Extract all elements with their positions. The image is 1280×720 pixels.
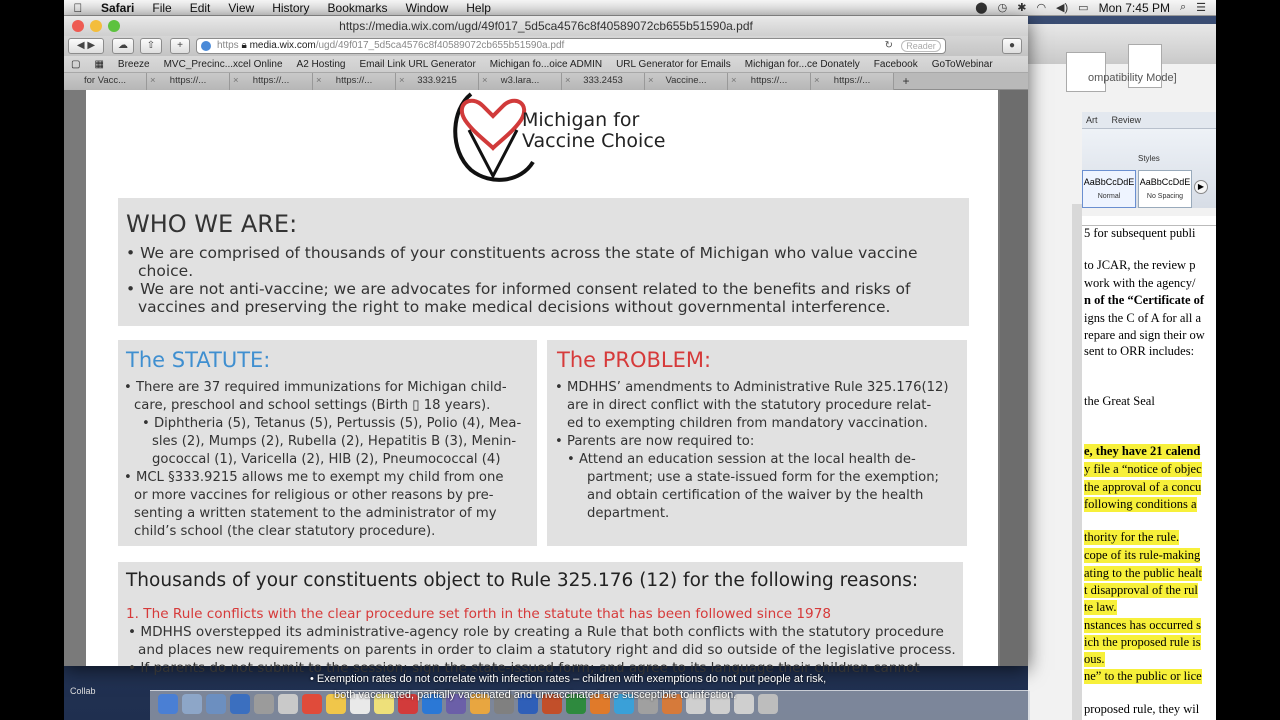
reading-list-icon[interactable]: ▢ <box>71 58 81 70</box>
browser-tab[interactable] <box>313 73 396 90</box>
doc-line-highlighted: te law. <box>1084 600 1117 614</box>
ribbon-tab-art[interactable]: Art <box>1086 115 1098 125</box>
statute-line: child’s school (the clear statutory procedure). <box>134 524 436 539</box>
browser-tab[interactable] <box>479 73 562 90</box>
battery-icon[interactable]: ▭ <box>1078 2 1089 14</box>
tab-close-icon[interactable]: × <box>565 75 571 86</box>
apple-menu-icon[interactable] <box>64 1 92 15</box>
ruler <box>1082 216 1216 226</box>
statute-line: • MCL §333.9215 allows me to exempt my child from one <box>124 470 504 485</box>
minimize-icon[interactable] <box>90 20 102 32</box>
problem-line: ed to exempting children from mandatory vaccination. <box>567 416 928 431</box>
status-area <box>975 1 1216 15</box>
top-sites-icon[interactable]: ▦ <box>94 58 104 70</box>
menu-edit[interactable]: Edit <box>189 0 211 15</box>
tab-label: w3.lara... <box>500 75 540 86</box>
bookmark-item[interactable]: GoToWebinar <box>931 58 993 70</box>
ribbon-tab-review[interactable]: Review <box>1111 115 1142 125</box>
word-window[interactable] <box>1028 24 1216 720</box>
problem-heading: The PROBLEM: <box>557 348 712 372</box>
safari-window <box>64 16 1028 676</box>
menu-history[interactable]: History <box>272 0 310 15</box>
who-we-are-box <box>118 198 969 326</box>
browser-tab[interactable] <box>728 73 811 90</box>
letterbox-right <box>1216 0 1280 720</box>
doc-line: the Great Seal <box>1084 394 1155 408</box>
problem-line: • Attend an education session at the local health de- <box>567 452 916 467</box>
icloud-tabs-icon[interactable]: ☁ <box>112 38 134 54</box>
menu-view[interactable]: View <box>228 0 255 15</box>
new-tab-icon[interactable]: + <box>902 74 910 88</box>
statute-heading: The STATUTE: <box>126 348 271 372</box>
reader-button[interactable]: Reader <box>901 40 941 52</box>
reason-line: • If parents do not submit to the session; sign the state-issued form; and agree to its language their children cannot <box>128 660 920 676</box>
style-sample: AaBbCcDdE <box>1139 177 1191 187</box>
bluetooth-icon[interactable]: ✱ <box>1017 2 1027 14</box>
reason-point: 1. The Rule conflicts with the clear procedure set forth in the statute that has been followed since 1978 <box>126 606 831 622</box>
browser-tab[interactable] <box>562 73 645 90</box>
wifi-icon[interactable]: ◠ <box>1036 2 1047 14</box>
style-name: Normal <box>1097 193 1121 200</box>
problem-box <box>547 340 967 546</box>
browser-tab[interactable] <box>396 73 479 90</box>
video-caption <box>230 668 1030 720</box>
clock[interactable]: Mon 7:45 PM <box>1098 0 1170 15</box>
tab-close-icon[interactable]: × <box>316 75 322 86</box>
browser-tab[interactable] <box>230 73 313 90</box>
window-title <box>64 16 1028 36</box>
browser-tab[interactable] <box>147 73 230 90</box>
logo-line: Vaccine Choice <box>522 130 666 152</box>
menu-help[interactable]: Help <box>466 0 491 15</box>
share-icon[interactable]: ⇧ <box>140 38 162 54</box>
problem-line: are in direct conflict with the statutory procedure relat- <box>567 398 932 413</box>
who-line: • We are comprised of thousands of your constituents across the state of Michigan who value vaccine <box>126 244 918 262</box>
globe-icon <box>201 41 211 51</box>
doc-line-highlighted: e, they have 21 calend <box>1084 444 1201 458</box>
reasons-heading: Thousands of your constituents object to Rule 325.176 (12) for the following reasons: <box>126 570 919 591</box>
spotlight-icon[interactable]: ⌕ <box>1179 1 1187 13</box>
who-we-are-heading: WHO WE ARE: <box>126 210 298 238</box>
doc-line-highlighted: following conditions a <box>1084 497 1197 511</box>
who-line: choice. <box>138 262 194 280</box>
doc-line-highlighted: the approval of a concu <box>1084 480 1202 494</box>
bookmark-item[interactable]: Michigan for...ce Donately <box>744 58 860 70</box>
tab-label: https://... <box>252 75 290 86</box>
statute-line: or more vaccines for religious or other reasons by pre- <box>134 488 494 503</box>
reason-line: and places new requirements on parents in order to claim a statutory right and did so outside of the legislative process. <box>138 642 956 658</box>
doc-line: sent to ORR includes: <box>1084 344 1195 358</box>
caption-line: both vaccinated, partially vaccinated and unvaccinated are susceptible to infection. <box>334 689 737 701</box>
downloads-icon[interactable]: ● <box>1002 38 1022 54</box>
bookmark-item[interactable]: Breeze <box>117 58 150 70</box>
bookmark-item[interactable]: A2 Hosting <box>296 58 346 70</box>
tab-close-icon[interactable]: × <box>482 75 488 86</box>
tab-label: https://... <box>750 75 788 86</box>
browser-tab[interactable] <box>811 73 894 90</box>
address-bar[interactable] <box>196 38 946 54</box>
pdf-page <box>86 90 998 676</box>
pdf-viewer[interactable] <box>64 90 1028 676</box>
statute-line: sles (2), Mumps (2), Rubella (2), Hepatitis B (3), Menin- <box>152 434 517 449</box>
bookmark-item[interactable]: Michigan fo...oice ADMIN <box>489 58 603 70</box>
doc-line: work with the agency/ <box>1084 276 1196 290</box>
adobe-icon[interactable]: ⬤ <box>975 2 988 14</box>
menu-file[interactable]: File <box>152 0 172 15</box>
tab-label: 333.2453 <box>583 75 623 86</box>
doc-line: to JCAR, the review p <box>1084 258 1196 272</box>
statute-line: care, preschool and school settings (Birth ▯ 18 years). <box>134 398 491 413</box>
ribbon-tabs <box>1082 112 1216 128</box>
caption-line: • Exemption rates do not correlate with infection rates – children with exemptions do not put people at risk, <box>310 673 827 685</box>
tab-label: Vaccine... <box>665 75 707 86</box>
doc-line-highlighted: ich the proposed rule is <box>1084 635 1201 649</box>
menu-app-safari[interactable]: Safari <box>101 0 135 15</box>
logo-line: Michigan for <box>522 109 640 131</box>
bookmark-item[interactable]: Facebook <box>873 58 918 70</box>
tab-close-icon[interactable]: × <box>399 75 405 86</box>
statute-line: senting a written statement to the administrator of my <box>134 506 497 521</box>
bookmarks-bar <box>64 56 1028 73</box>
tab-label: for Vacc... <box>83 75 127 86</box>
bookmark-item[interactable]: Email Link URL Generator <box>359 58 476 70</box>
who-line: vaccines and preserving the right to make medical decisions without governmental interference. <box>138 298 891 316</box>
tab-bar <box>64 73 1028 90</box>
notification-center-icon[interactable]: ☰ <box>1196 2 1206 14</box>
statute-line: • There are 37 required immunizations for Michigan child- <box>124 380 507 395</box>
compat-mode-title: ompatibility Mode] <box>1088 72 1177 84</box>
menubar <box>64 0 1216 16</box>
window-title-text: https://media.wix.com/ugd/49f017_5d5ca4576c8f40589072cb655b51590a.pdf <box>339 19 753 33</box>
menu-bookmarks[interactable]: Bookmarks <box>327 0 388 15</box>
doc-line: igns the C of A for all a <box>1084 311 1201 325</box>
zoom-icon[interactable] <box>108 20 120 32</box>
tab-close-icon[interactable]: × <box>233 75 239 86</box>
time-machine-icon[interactable]: ◷ <box>997 2 1008 14</box>
problem-line: partment; use a state-issued form for the exemption; <box>587 470 939 485</box>
doc-line-highlighted: ne” to the public or lice <box>1084 669 1202 683</box>
bookmark-item[interactable]: MVC_Precinc...xcel Online <box>163 58 283 70</box>
reload-icon[interactable]: ↻ <box>884 40 893 51</box>
address-host: media.wix.com <box>249 40 316 51</box>
tab-label: https://... <box>833 75 871 86</box>
tab-label: https://... <box>335 75 373 86</box>
add-bookmark-icon[interactable]: + <box>170 38 190 54</box>
styles-label: Styles <box>1138 154 1160 163</box>
back-forward-button[interactable]: ◀ ▶ <box>68 38 104 54</box>
doc-line: repare and sign their ow <box>1084 328 1205 342</box>
who-line: • We are not anti-vaccine; we are advocates for informed consent related to the benefits and risks of <box>126 280 911 298</box>
statute-line: gococcal (1), Varicella (2), HIB (2), Pneumococcal (4) <box>152 452 501 467</box>
style-no-spacing[interactable] <box>1138 170 1192 208</box>
style-normal[interactable] <box>1082 170 1136 208</box>
doc-line: n of the “Certificate of <box>1084 293 1205 307</box>
reasons-box <box>118 562 963 676</box>
problem-line: • Parents are now required to: <box>555 434 755 449</box>
tab-label: https://... <box>169 75 207 86</box>
scrollbar[interactable] <box>1000 90 1028 666</box>
menu-window[interactable]: Window <box>405 0 449 15</box>
problem-line: and obtain certification of the waiver by the health <box>587 488 924 503</box>
doc-line: 5 for subsequent publi <box>1084 226 1196 240</box>
lock-icon: 🔒︎ <box>241 40 250 51</box>
styles-next-icon[interactable]: ▶ <box>1194 180 1208 194</box>
mission-control-icon[interactable] <box>206 694 226 714</box>
close-icon[interactable] <box>72 20 84 32</box>
doc-line-highlighted: cope of its rule-making <box>1084 548 1201 562</box>
doc-line-highlighted: nstances has occurred s <box>1084 618 1201 632</box>
browser-tab[interactable] <box>645 73 728 90</box>
doc-line-highlighted: thority for the rule. <box>1084 530 1180 544</box>
doc-line-highlighted: y file a “notice of objec <box>1084 462 1202 476</box>
tab-close-icon[interactable]: × <box>814 75 820 86</box>
tab-close-icon[interactable]: × <box>150 75 156 86</box>
safari-toolbar <box>64 36 1028 56</box>
statute-box <box>118 340 537 546</box>
address-protocol: https <box>217 40 239 51</box>
tab-label: 333.9215 <box>417 75 457 86</box>
desktop-label[interactable]: Collab <box>70 686 96 696</box>
word-document[interactable] <box>1082 226 1216 720</box>
style-name: No Spacing <box>1146 193 1184 200</box>
doc-line-highlighted: ating to the public healt <box>1084 566 1203 580</box>
letterbox-left <box>0 0 64 720</box>
reason-line: • MDHHS overstepped its administrative-agency role by creating a Rule that both conflicts with the statutory procedure <box>128 624 944 640</box>
finder-icon[interactable] <box>158 694 178 714</box>
doc-line-highlighted: ous. <box>1084 652 1105 666</box>
bookmark-item[interactable]: URL Generator for Emails <box>616 58 731 70</box>
word-left-bar <box>1072 204 1082 720</box>
statute-line: • Diphtheria (5), Tetanus (5), Pertussis (5), Polio (4), Mea- <box>142 416 522 431</box>
word-titlebar <box>1028 24 1216 64</box>
tab-close-icon[interactable]: × <box>648 75 654 86</box>
volume-icon[interactable]: ◀) <box>1056 2 1069 14</box>
launchpad-icon[interactable] <box>182 694 202 714</box>
logo-wordmark <box>522 110 665 152</box>
doc-line: proposed rule, they wil <box>1084 702 1200 716</box>
style-sample: AaBbCcDdE <box>1083 177 1135 187</box>
problem-line: • MDHHS’ amendments to Administrative Rule 325.176(12) <box>555 380 949 395</box>
tab-close-icon[interactable]: × <box>731 75 737 86</box>
problem-line: department. <box>587 506 670 521</box>
browser-tab[interactable] <box>64 73 147 90</box>
doc-line-highlighted: t disapproval of the rul <box>1084 583 1198 597</box>
address-path: /ugd/49f017_5d5ca4576c8f40589072cb655b51590a.pdf <box>315 40 565 51</box>
